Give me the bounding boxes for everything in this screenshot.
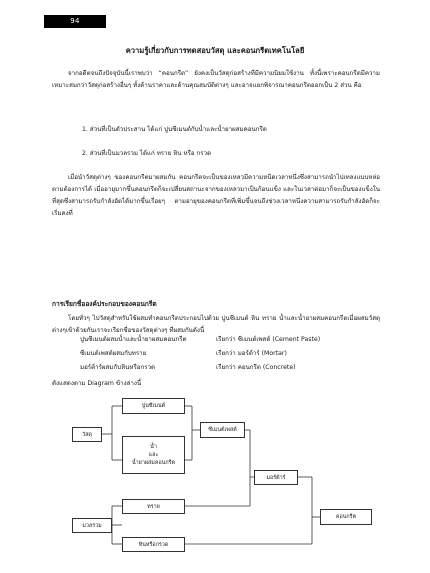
list-item-aggregate: 2. ส่วนที่เป็นมวลรวม ได้แก่ ทราย หิน หรือ กรวด <box>82 150 212 157</box>
sand-box: ทราย <box>122 499 185 514</box>
term-name: ซีเมนต์เพสต์ผสมกับทราย <box>80 350 147 357</box>
page-number-badge: 94 <box>44 15 106 28</box>
list-item-binder: 1. ส่วนที่เป็นตัวประสาน ได้แก่ ปูนซีเมนต์กับน้ำและน้ำยาผสมคอนกรีต <box>82 126 267 133</box>
term-called: เรียกว่า คอนกรีต (Concrete) <box>216 364 296 371</box>
section-heading: การเรียกชื่อองค์ประกอบของคอนกรีต <box>52 300 157 308</box>
stone-gravel-box: หินหรือกรวด <box>122 537 185 552</box>
term-name: ปูนซีเมนต์ผสมน้ำและน้ำยาผสมคอนกรีต <box>80 336 187 343</box>
section-paragraph-text: โดยทั่วๆ ไปวัสดุสำหรับใช้ผสมทำคอนกรีตประกอบไปด้วย ปูนซีเมนต์ หิน ทราย น้ำและน้ำยาผสมคอนกรีตเมื่อผสมวัสดุต่างๆเข้าด้วยกันเราจะเรียกชื่อของวัสดุต่างๆ ที่ผสมกันดังนี้ <box>52 315 380 334</box>
aggregate-box: มวลรวม <box>72 518 112 533</box>
admixture-label: น้ำยาผสมคอนกรีต <box>131 460 176 466</box>
cement-box: ปูนซีเมนต์ <box>122 398 185 414</box>
material-box: วัสดุ <box>72 427 102 442</box>
term-called: เรียกว่า มอร์ต้าร์ (Mortar) <box>216 350 287 357</box>
second-paragraph-text: เมื่อนำวัสดุต่างๆ ของคอนกรีตมาผสมกัน คอนกรีตจะเป็นของเหลวมีความหนืดเวลาหนึ่งซึ่งสามารถนำไปเทลงแบบหล่อตามต้องการได้ เมื่ออายุมากขึ้นคอนกรีตก็จะเปลี่ยนสถานะจากของเหลวมาเป็นก้อนแข็ง และในเวลาต่อมาก็จะเป็นของแข็งในที่สุดซึ่งสามารถรับกำลังอัดได้มากขึ้นเรื่อยๆ ตามอายุของคอนกรีตที่เพิ่มขึ้นจนถึงช่วงเวลาหนึ่งความสามารถรับกำลังอัดก็จะเริ่มคงที่ <box>52 174 380 217</box>
and-label: และ <box>148 452 159 458</box>
intro-paragraph-text: จากอดีตจนถึงปัจจุบันนี้เราพบว่า “คอนกรีต” ยังคงเป็นวัสดุก่อสร้างที่มีความนิยมใช้งาน ทั้งนี้เพราะคอนกรีตมีความเหมาะสมกว่าวัสดุก่อสร้างอื่นๆ ทั้งด้านราคาและด้านคุณสมบัติต่างๆ และอาจแยกพิจารณาคอนกรีตออกเป็น 2 ส่วน คือ <box>52 70 380 89</box>
cement-paste-box: ซีเมนต์เพสต์ <box>200 422 245 438</box>
term-called: เรียกว่า ซีเมนต์เพสต์ (Cement Paste) <box>216 336 321 343</box>
term-name: มอร์ต้าร์ผสมกับหินหรือกรวด <box>80 364 156 371</box>
diagram-caption: ดังแสดงตาม Diagram ข้างล่างนี้ <box>52 380 142 387</box>
water-admixture-box <box>122 436 185 474</box>
page-title: ความรู้เกี่ยวกับการทดสอบวัสดุ และคอนกรีตเทคโนโลยี <box>125 46 305 55</box>
mortar-box: มอร์ต้าร์ <box>254 470 298 485</box>
water-label: น้ำ <box>150 444 157 450</box>
concrete-box: คอนกรีต <box>320 509 372 525</box>
